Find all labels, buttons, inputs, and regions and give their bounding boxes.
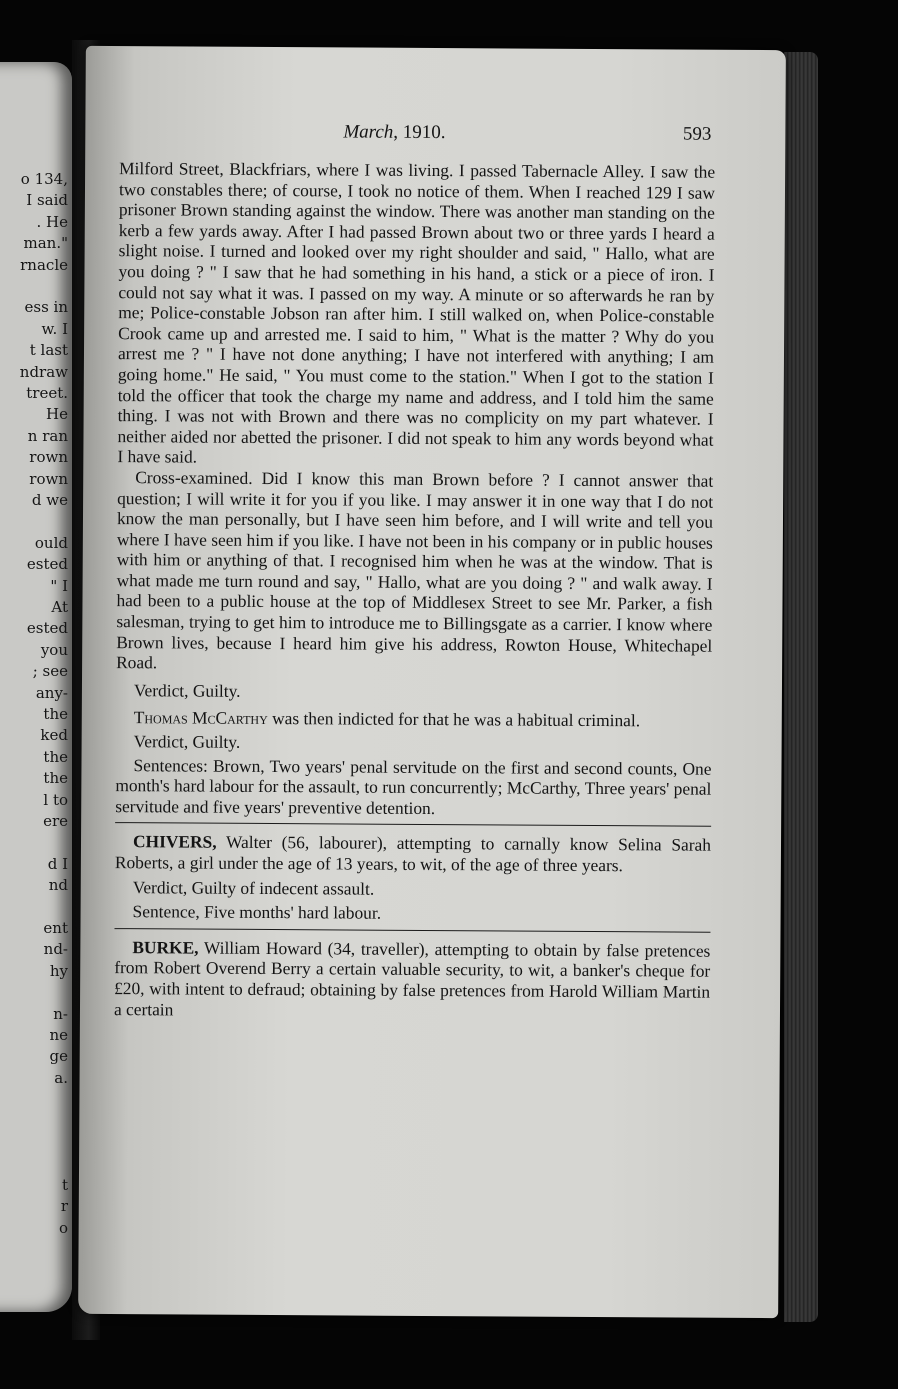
left-page-fragment: any- [35, 683, 68, 702]
testimony-paragraph: Milford Street, Blackfriars, where I was living. I passed Tabernacle Alley. I saw the two constables there; of course, I took no notice of them. When I reached 129 I saw prisoner Brown standing against the window. There was another man standing on the kerb a few yards away. After I had passed Brown about two or three yards I heard a slight noise. I turned and looked over my right shoulder and said, " Hallo, what are you doing ? " I saw that he had something in his hand, a stick or a piece of iron. I could not say what it was. I passed on my way. A minute or so afterwards he ran by me; Police-constable Jobson ran after him. I still walked on, when Police-constable Crook came up and arrested me. I said to him, " What is the matter ? Why do you arrest me ? " I have not done anything; I have not interfered with anything; I am going home." He said, " You must come to the station." When I got to the station I told the officer that took the charge my name and address, and I told him the same thing. I was not with Brown and there was no complicity on my part whatever. I neither aided nor abetted the prisoner. I did not speak to him any words beyond what I have said. [117, 158, 716, 467]
left-page-fragment: At [51, 598, 68, 616]
left-page-fragment: I said [26, 191, 68, 210]
left-page-fragment: " I [50, 576, 68, 595]
left-page-fragment: ked [40, 726, 68, 745]
left-page-fragment: o [58, 1218, 68, 1237]
left-page-fragment: He [46, 405, 68, 424]
left-page-fragment: ested [26, 555, 68, 574]
left-page-fragment: d I [47, 854, 68, 873]
left-page-fragment: d we [31, 491, 68, 509]
left-page-fragment: ndraw [19, 362, 68, 381]
left-page-fragment: t [61, 1175, 68, 1194]
left-page-fragment: ne [49, 1026, 68, 1044]
defendant-name: BURKE, [132, 936, 199, 958]
left-page-fragment: treet. [26, 384, 68, 402]
left-page-fragment: rown [29, 448, 68, 467]
left-page-fragment: ested [26, 619, 68, 638]
case-chivers-heading [115, 831, 711, 876]
running-head-date [343, 121, 445, 144]
case-divider [115, 822, 711, 827]
left-page-fragment: t last [29, 341, 68, 360]
left-page-fragment: you [40, 640, 68, 659]
left-page-fragment: n- [53, 1004, 68, 1023]
left-page-fragment: ; see [32, 662, 68, 681]
left-page-fragment: rown [29, 469, 68, 488]
defendant-name: Thomas McCarthy [133, 707, 268, 729]
left-page-fragment: the [43, 769, 68, 788]
left-page-fragment: n ran [27, 426, 68, 445]
page-number: 593 [682, 123, 712, 145]
left-page-fragment: the [43, 705, 68, 723]
left-page-fragment: r [60, 1197, 68, 1216]
left-page-fragment: ge [49, 1047, 68, 1066]
left-page-fragment: ould [34, 533, 68, 552]
sentences-paragraph: Sentences: Brown, Two years' penal servitude on the first and second counts, One month's hard labour for the assault, to run concurrently; McCarthy, Three years' penal servitude and five years' preventive detention. [115, 754, 712, 818]
left-page-fragment: the [43, 747, 68, 766]
sentence-line: Sentence, Five months' hard labour. [132, 901, 382, 923]
charge-text: William Howard (34, traveller), attempting to obtain by false pretences from Robert Overend Berry a certain valuable security, to wit, a banker's cheque for £20, with intent to defraud; obtaining by false pretences from Harold William Martin a certain [113, 937, 711, 1019]
verdict-line: Verdict, Guilty. [133, 731, 241, 752]
main-page [78, 46, 786, 1318]
verdict-line: Verdict, Guilty. [133, 680, 241, 701]
left-page-fragment: nd [48, 876, 68, 895]
left-page-fragment: man." [23, 234, 68, 253]
left-page-fragment: ess in [24, 298, 68, 317]
page-edges [784, 52, 818, 1322]
case-divider [114, 928, 710, 933]
case-burke-heading [114, 937, 710, 1023]
left-page-fragment: a. [54, 1068, 68, 1087]
left-page-fragment: w. I [41, 319, 68, 338]
left-page-fragment: ent [43, 919, 68, 937]
left-facing-page [0, 62, 72, 1312]
year-label: , 1910. [393, 121, 446, 144]
page-body [114, 158, 715, 1023]
cross-examination-paragraph: Cross-examined. Did I know this man Brown before ? I cannot answer that question; I will write it for you if you like. I may answer it in one way that I do not know the man personally, but I have seen him before, and I will write and tell you where I have seen him if you like. I have not been in his company or in public houses with him or anything of that. I recognised him when he was at the window. That is what made me turn round and say, " Hallo, what are you doing ? " and walk away. I had been to a public house at the top of Middlesex Street to see Mr. Parker, a fish salesman, trying to get him to introduce me to Billingsgate as a carrier. I know where Brown lives, because I heard him give his address, Rowton House, Whitechapel Road. [116, 467, 714, 673]
month-label: March [343, 121, 394, 143]
mccarthy-indictment [116, 708, 712, 732]
left-page-fragment: nd- [43, 940, 68, 959]
left-page-fragment: l to [43, 790, 68, 809]
charge-text: Walter (56, labourer), attempting to carnally know Selina Sarah Roberts, a girl under the age of 13 years, to wit, of the age of three years. [114, 832, 712, 876]
defendant-name: CHIVERS, [132, 831, 217, 853]
indictment-text: was then indicted for that he was a habitual criminal. [267, 708, 641, 731]
running-head [119, 120, 715, 146]
left-page-fragment: hy [49, 961, 68, 980]
verdict-line: Verdict, Guilty of indecent assault. [132, 876, 375, 899]
left-page-fragment: rnacle [20, 255, 68, 274]
left-page-fragment: o 134, [20, 170, 68, 188]
left-page-fragment: ere [43, 812, 68, 830]
left-page-fragment: . He [36, 212, 68, 231]
